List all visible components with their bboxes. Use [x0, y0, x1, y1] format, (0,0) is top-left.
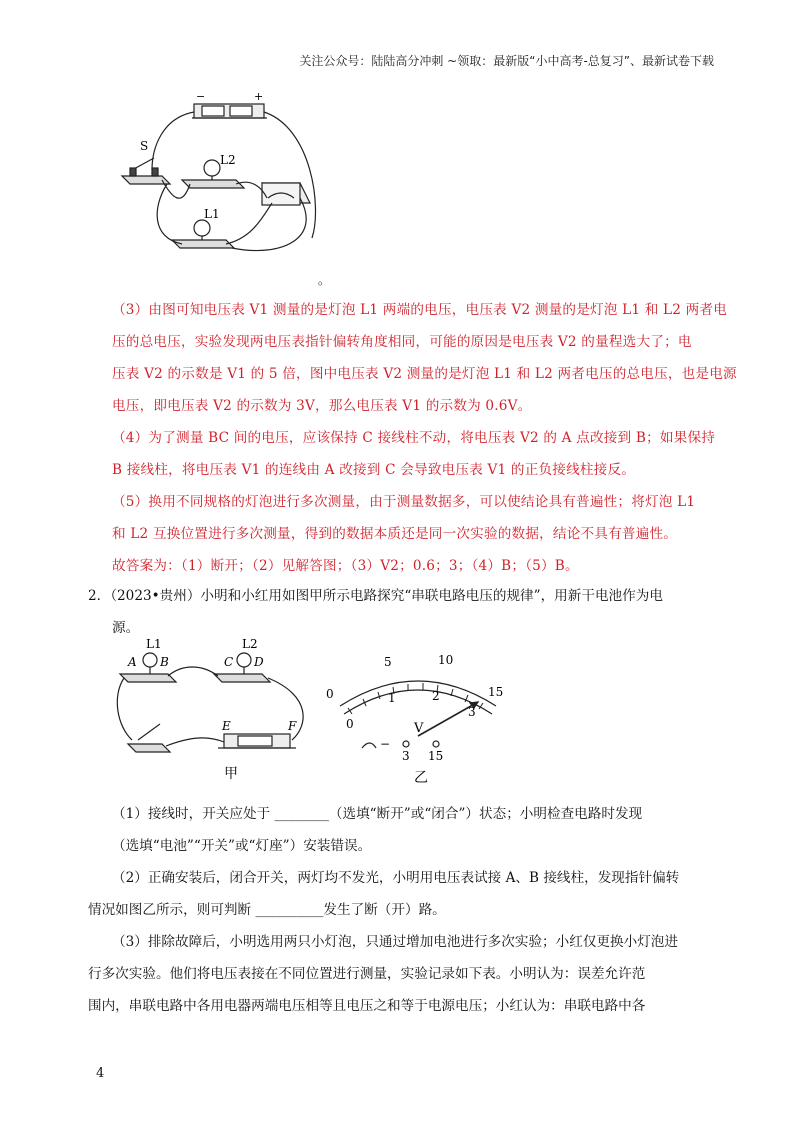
answer-line: （5）换用不同规格的灯泡进行多次测量，由于测量数据多，可以使结论具有普遍性；将灯泡 L1: [112, 494, 696, 510]
page-number: 4: [96, 1066, 105, 1081]
switch-label: S: [140, 139, 149, 153]
outer-tick-10: 10: [438, 653, 454, 667]
answer-line: 和 L2 互换位置进行多次测量，得到的数据本质还是同一次实验的数据，结论不具有普遍性。: [112, 526, 678, 542]
sub-line: （2）正确安装后，闭合开关，两灯均不发光，小明用电压表试接 A、B 接线柱，发现指针偏转: [112, 870, 680, 886]
terminal-minus: −: [380, 737, 391, 751]
label-l2: L2: [242, 637, 258, 651]
answer-line: B 接线柱，将电压表 V1 的连线由 A 改接到 C 会导致电压表 V1 的正负接线柱接反。: [112, 462, 636, 478]
inner-tick-1: 1: [388, 691, 396, 705]
caption-yi: 乙: [414, 770, 428, 786]
answer-line: 压表 V2 的示数是 V1 的 5 倍，图中电压表 V2 测量的是灯泡 L1 和 L2 两者电压的总电压，也是电源: [112, 366, 737, 382]
label-a: A: [128, 655, 137, 669]
inner-tick-3: 3: [468, 705, 476, 719]
terminal-15: 15: [428, 749, 444, 763]
sub-line: 情况如图乙所示，则可判断 __________发生了断（开）路。: [88, 902, 446, 918]
answer-part-4: [112, 422, 716, 486]
stem-line: 2．（2023•贵州）小明和小红用如图甲所示电路探究“串联电路电压的规律”，用新干电池作为电: [88, 588, 663, 604]
page-header: 关注公众号：陆陆高分冲刺 ~领取：最新版“小中高考-总复习”、最新试卷下载: [299, 54, 714, 68]
sub-line: 围内，串联电路中各用电器两端电压相等且电压之和等于电源电压；小红认为：串联电路中各: [88, 998, 646, 1014]
l1-label: L1: [204, 207, 220, 221]
label-e: E: [222, 719, 231, 733]
circuit-figure-jia: [112, 636, 312, 786]
voltmeter-dial: [318, 636, 518, 786]
final-answer-line: 故答案为：（1）断开；（2）见解答图；（3）V2；0.6；3；（4）B；（5）B。: [112, 558, 579, 574]
caption-dot: 。: [318, 273, 331, 287]
sub-line: 行多次实验。他们将电压表接在不同位置进行测量，实验记录如下表。小明认为：误差允许范: [88, 966, 646, 982]
label-d: D: [254, 655, 264, 669]
answer-line: 压的总电压，实验发现两电压表指针偏转角度相同，可能的原因是电压表 V2 的量程选大了；电: [112, 334, 692, 350]
sub-question-2: [88, 862, 710, 926]
stem-line: 源。: [112, 620, 140, 636]
sub-line: （1）接线时，开关应处于 ________（选填“断开”或“闭合”）状态；小明检查电路时发现: [112, 806, 643, 822]
answer-line: （4）为了测量 BC 间的电压，应该保持 C 接线柱不动，将电压表 V2 的 A 点改接到 B；如果保持: [112, 430, 716, 446]
answer-part-3: [112, 294, 737, 422]
sub-question-3: [88, 926, 710, 1022]
answer-line: （3）由图可知电压表 V1 测量的是灯泡 L1 两端的电压，电压表 V2 测量的是灯泡 L1 和 L2 两者电: [112, 302, 728, 318]
outer-tick-15: 15: [488, 685, 504, 699]
circuit-figure-1: [112, 88, 342, 288]
terminal-3: 3: [402, 749, 410, 763]
label-l1: L1: [146, 637, 162, 651]
l2-label: L2: [220, 153, 236, 167]
inner-tick-0: 0: [346, 717, 354, 731]
meter-symbol: V: [414, 721, 424, 736]
plus-label: +: [254, 90, 264, 103]
answer-line: 电压，即电压表 V2 的示数为 3V，那么电压表 V1 的示数为 0.6V。: [112, 398, 532, 414]
label-b: B: [160, 655, 169, 669]
sub-line: （3）排除故障后，小明选用两只小灯泡，只通过增加电池进行多次实验；小红仅更换小灯泡进: [112, 934, 678, 950]
label-c: C: [224, 655, 234, 669]
answer-part-5: [112, 486, 710, 550]
final-answer: [112, 550, 710, 582]
sub-question-1: [112, 798, 710, 862]
question-2-stem: [88, 580, 710, 644]
minus-label: −: [196, 90, 206, 103]
outer-tick-5: 5: [384, 655, 392, 669]
inner-tick-2: 2: [432, 689, 440, 703]
label-f: F: [288, 719, 297, 733]
outer-tick-0: 0: [326, 687, 334, 701]
sub-line: （选填“电池”“开关”或“灯座”）安装错误。: [112, 838, 372, 854]
caption-jia: 甲: [224, 766, 238, 782]
